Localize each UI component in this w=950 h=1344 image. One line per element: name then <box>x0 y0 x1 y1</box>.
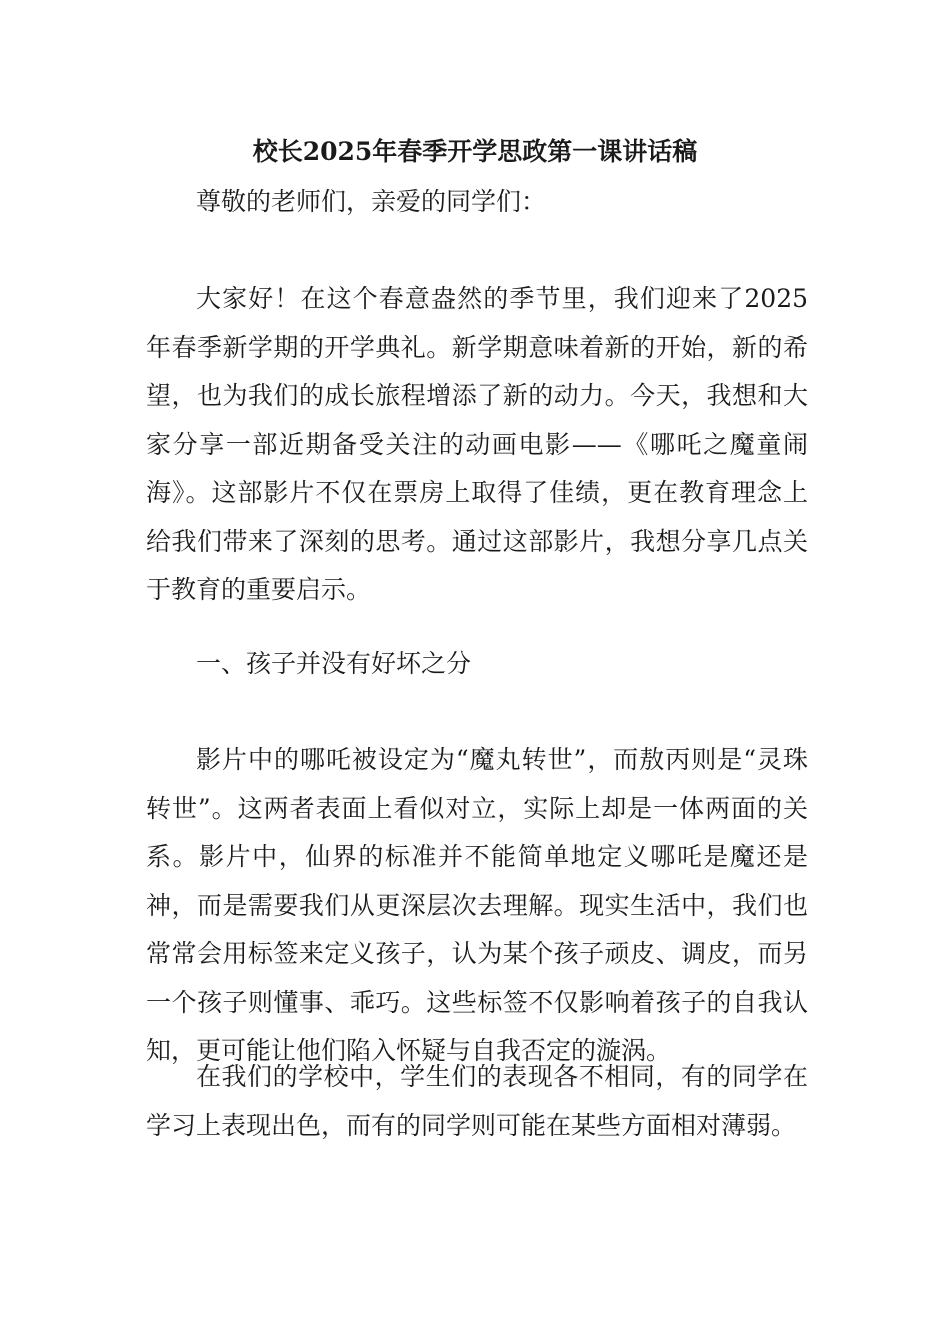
section-one-paragraph: 影片中的哪吒被设定为“魔丸转世”，而敖丙则是“灵珠转世”。这两者表面上看似对立，实际上却是一体两面的关系。影片中，仙界的标准并不能简单地定义哪吒是魔还是神，而是需要我们从更深层次去理解。现实生活中，我们也常常会用标签来定义孩子，认为某个孩子顽皮、调皮，而另一个孩子则懂事、乖巧。这些标签不仅影响着孩子的自我认知，更可能让他们陷入怀疑与自我否定的漩涡。 <box>146 745 808 1065</box>
section-heading: 一、孩子并没有好坏之分 <box>196 649 472 678</box>
school-paragraph: 在我们的学校中，学生们的表现各不相同，有的同学在学习上表现出色，而有的同学则可能在某些方面相对薄弱。 <box>146 1062 808 1140</box>
document-title: 校长2025年春季开学思政第一课讲话稿 <box>252 137 698 166</box>
intro-paragraph: 大家好！在这个春意盎然的季节里，我们迎来了2025年春季新学期的开学典礼。新学期意味着新的开始，新的希望，也为我们的成长旅程增添了新的动力。今天，我想和大家分享一部近期备受关注的动画电影——《哪吒之魔童闹海》。这部影片不仅在票房上取得了佳绩，更在教育理念上给我们带来了深刻的思考。通过这部影片，我想分享几点关于教育的重要启示。 <box>146 284 808 604</box>
greeting-paragraph: 尊敬的老师们，亲爱的同学们： <box>196 187 547 216</box>
